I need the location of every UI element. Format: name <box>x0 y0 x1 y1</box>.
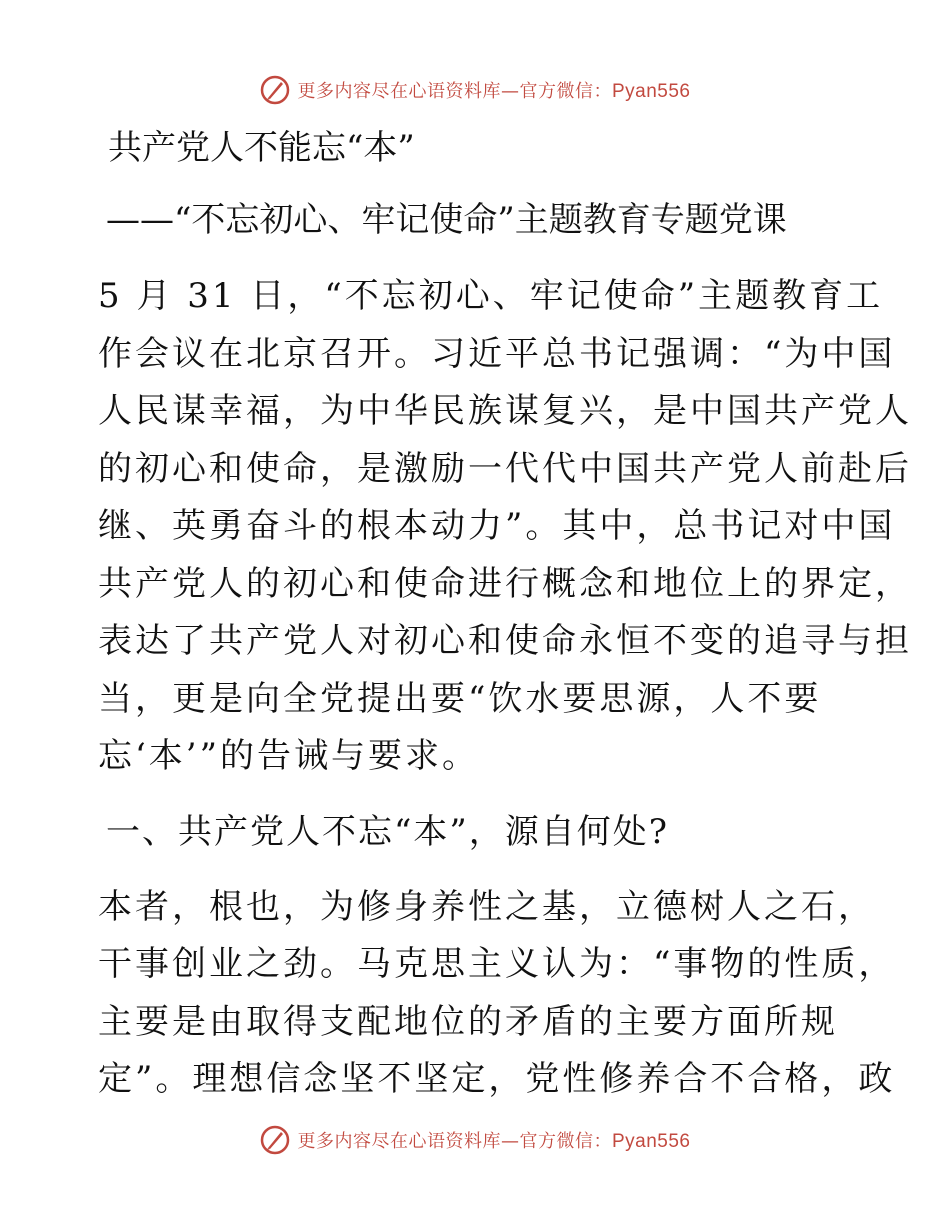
paragraph-section1 <box>98 879 896 1109</box>
paragraph-line: 本者，根也，为修身养性之基，立德树人之石， <box>98 886 875 927</box>
quill-logo-icon <box>259 1124 291 1156</box>
paragraph-line: 定”。理想信念坚不坚定，党性修养合不合格，政 <box>98 1059 896 1099</box>
document-subtitle: ——“不忘初心、牢记使命”主题教育专题党课 <box>106 200 787 240</box>
footer-watermark <box>0 1120 950 1160</box>
paragraph-intro <box>98 268 912 786</box>
watermark-site-text: 更多内容尽在心语资料库 <box>297 1131 501 1152</box>
document-body <box>98 122 912 1109</box>
paragraph-line: 共产党人的初心和使命进行概念和地位上的界定， <box>98 563 912 604</box>
watermark-dash: — <box>500 1131 520 1152</box>
watermark-dash: — <box>500 81 520 102</box>
section-heading: 一、共产党人不忘“本”，源自何处? <box>106 811 669 852</box>
quill-logo-icon <box>259 74 291 106</box>
watermark-contact-id: Pyan556 <box>611 81 691 102</box>
watermark-site-text: 更多内容尽在心语资料库 <box>297 81 501 102</box>
watermark-text <box>297 77 690 103</box>
paragraph-line: 当，更是向全党提出要“饮水要思源，人不要 <box>98 678 822 719</box>
paragraph-line: 继、英勇奋斗的根本动力”。其中，总书记对中国 <box>98 506 896 546</box>
paragraph-line: 5 月 31 日，“不忘初心、牢记使命”主题教育工 <box>98 276 884 316</box>
paragraph-line: 主要是由取得支配地位的矛盾的主要方面所规 <box>98 1001 838 1042</box>
paragraph-line: 忘‘本’”的告诫与要求。 <box>98 736 479 776</box>
watermark-contact-label: 官方微信： <box>519 81 612 102</box>
paragraph-line: 的初心和使命，是激励一代代中国共产党人前赴后 <box>98 448 912 489</box>
paragraph-line: 作会议在北京召开。习近平总书记强调：“为中国 <box>98 333 896 374</box>
document-title: 共产党人不能忘“本” <box>108 128 415 168</box>
paragraph-line: 表达了共产党人对初心和使命永恒不变的追寻与担 <box>98 621 912 661</box>
header-watermark <box>0 70 950 110</box>
watermark-contact-label: 官方微信： <box>519 1131 612 1152</box>
watermark-contact-id: Pyan556 <box>611 1131 691 1152</box>
watermark-text <box>297 1127 690 1153</box>
paragraph-line: 人民谋幸福，为中华民族谋复兴，是中国共产党人 <box>98 391 912 431</box>
paragraph-line: 干事创业之劲。马克思主义认为：“事物的性质， <box>98 944 896 984</box>
